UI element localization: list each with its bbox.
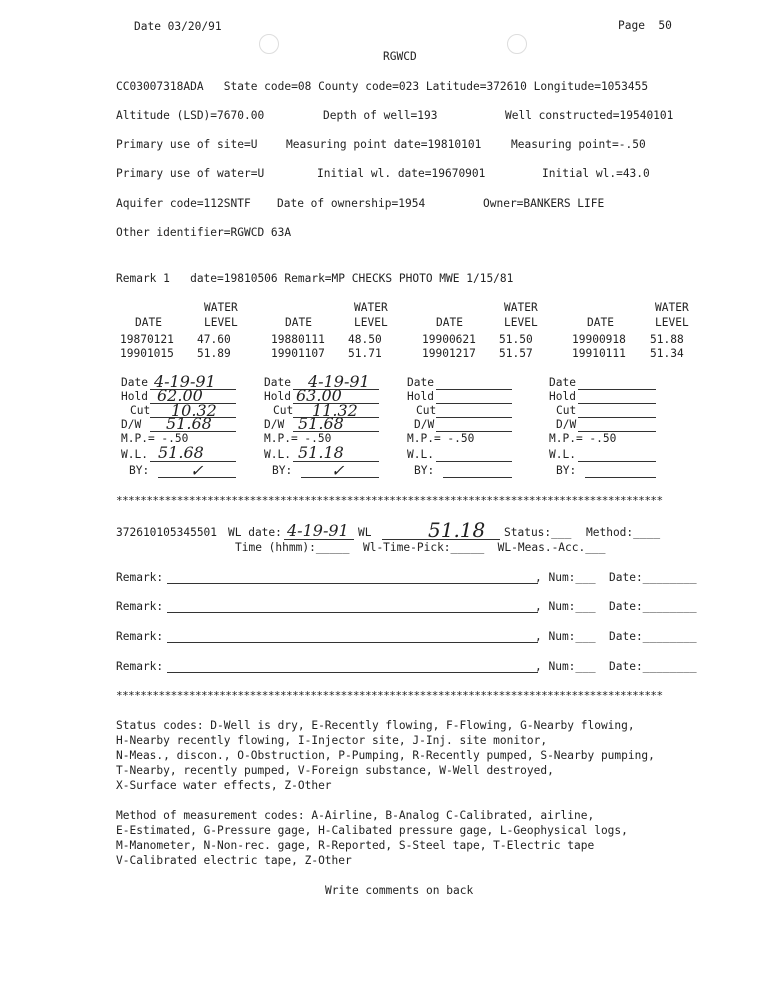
punch-hole-right	[507, 34, 527, 54]
table-cell: 19870121	[120, 333, 174, 346]
col-header-water: WATER	[504, 301, 538, 314]
page-number: Page 50	[618, 19, 672, 32]
status-codes-line: X-Surface water effects, Z-Other	[116, 779, 332, 792]
entry-dw-value[interactable]: 51.68	[298, 414, 344, 433]
col-header-date: DATE	[135, 316, 162, 329]
entry-cut-label: Cut	[273, 404, 294, 417]
table-cell: 51.89	[197, 347, 231, 360]
remark-num[interactable]: , Num:___	[535, 600, 596, 613]
table-cell: 19880111	[271, 333, 325, 346]
entry-wl-label: W.L.	[121, 448, 148, 461]
status-codes-line: H-Nearby recently flowing, I-Injector site, J-Inj. site monitor,	[116, 734, 548, 747]
remark-label: Remark:	[116, 571, 164, 584]
entry-dw-label: D/W	[414, 418, 435, 431]
separator-stars: ******************************************************************************************	[116, 494, 663, 507]
remark-input[interactable]	[167, 612, 538, 613]
entry-mp: M.P.= -.50	[407, 432, 475, 445]
primary-use-site: Primary use of site=U	[116, 138, 258, 151]
remark-num[interactable]: , Num:___	[535, 660, 596, 673]
remark-date[interactable]: Date:________	[609, 600, 697, 613]
method-codes-line: M-Manometer, N-Non-rec. gage, R-Reported, S-Steel tape, T-Electric tape	[116, 839, 595, 852]
col-header-level: LEVEL	[354, 316, 388, 329]
time-pick-acc-line[interactable]: Time (hhmm):_____ Wl-Time-Pick:_____ WL-Meas.-Acc.___	[235, 541, 606, 554]
entry-cut-value[interactable]: 10.32	[171, 401, 217, 420]
entry-hold-label: Hold	[407, 390, 434, 403]
entry-by-label: BY:	[129, 464, 150, 477]
col-header-water: WATER	[204, 301, 238, 314]
table-cell: 19901107	[271, 347, 325, 360]
remark-date[interactable]: Date:________	[609, 571, 697, 584]
entry-wl-label: W.L.	[264, 448, 291, 461]
initial-wl: Initial wl.=43.0	[542, 167, 650, 180]
primary-use-water: Primary use of water=U	[116, 167, 265, 180]
col-header-water: WATER	[354, 301, 388, 314]
entry-cut-label: Cut	[130, 404, 151, 417]
status-codes-line: Status codes: D-Well is dry, E-Recently flowing, F-Flowing, G-Nearby flowing,	[116, 719, 635, 732]
remark-date[interactable]: Date:________	[609, 630, 697, 643]
method-codes-line: V-Calibrated electric tape, Z-Other	[116, 854, 352, 867]
entry-hold-value[interactable]: 63.00	[296, 386, 342, 405]
method-codes-line: Method of measurement codes: A-Airline, B-Analog C-Calibrated, airline,	[116, 809, 595, 822]
owner: Owner=BANKERS LIFE	[483, 197, 605, 210]
measuring-point-date: Measuring point date=19810101	[286, 138, 482, 151]
table-cell: 51.50	[499, 333, 533, 346]
agency-title: RGWCD	[383, 50, 417, 63]
remark-input[interactable]	[167, 583, 538, 584]
entry-hold-label: Hold	[549, 390, 576, 403]
well-constructed: Well constructed=19540101	[505, 109, 674, 122]
wl-site-id: 372610105345501	[116, 526, 218, 539]
footer-note: Write comments on back	[325, 884, 474, 897]
entry-wl-label: W.L.	[407, 448, 434, 461]
col-header-date: DATE	[436, 316, 463, 329]
table-cell: 51.34	[650, 347, 684, 360]
entry-wl-value[interactable]: 51.68	[158, 443, 204, 462]
entry-date-label: Date	[264, 376, 291, 389]
wl-date-label: WL date:	[228, 526, 282, 539]
remark-input[interactable]	[167, 672, 538, 673]
table-cell: 51.71	[348, 347, 382, 360]
table-cell: 19901015	[120, 347, 174, 360]
entry-dw-label: D/W	[556, 418, 577, 431]
entry-hold-label: Hold	[121, 390, 148, 403]
depth-of-well: Depth of well=193	[323, 109, 438, 122]
entry-by-label: BY:	[272, 464, 293, 477]
col-header-level: LEVEL	[204, 316, 238, 329]
aquifer-code: Aquifer code=112SNTF	[116, 197, 251, 210]
status-field[interactable]: Status:___	[504, 526, 572, 539]
entry-cut-value[interactable]: 11.32	[312, 401, 358, 420]
entry-by-label: BY:	[414, 464, 435, 477]
remark-label: Remark:	[116, 600, 164, 613]
remark-date[interactable]: Date:________	[609, 660, 697, 673]
col-header-date: DATE	[587, 316, 614, 329]
measuring-point: Measuring point=-.50	[511, 138, 646, 151]
entry-hold-label: Hold	[264, 390, 291, 403]
entry-dw-label: D/W	[264, 418, 285, 431]
table-cell: 51.57	[499, 347, 533, 360]
remark-num[interactable]: , Num:___	[535, 571, 596, 584]
entry-by-label: BY:	[556, 464, 577, 477]
col-header-level: LEVEL	[504, 316, 538, 329]
table-cell: 19900621	[422, 333, 476, 346]
table-cell: 48.50	[348, 333, 382, 346]
remark-label: Remark:	[116, 630, 164, 643]
entry-cut-label: Cut	[416, 404, 437, 417]
wl-value[interactable]: 51.18	[428, 518, 486, 542]
site-line-codes: CC03007318ADA State code=08 County code=023 Latitude=372610 Longitude=1053455	[116, 80, 649, 93]
entry-wl-label: W.L.	[549, 448, 576, 461]
wl-date-value[interactable]: 4-19-91	[287, 521, 349, 540]
col-header-level: LEVEL	[655, 316, 689, 329]
entry-wl-value[interactable]: 51.18	[298, 443, 344, 462]
entry-by-value[interactable]: ✓	[190, 461, 204, 480]
entry-cut-label: Cut	[556, 404, 577, 417]
method-codes-line: E-Estimated, G-Pressure gage, H-Calibated pressure gage, L-Geophysical logs,	[116, 824, 628, 837]
entry-mp: M.P.= -.50	[264, 432, 332, 445]
report-date: Date 03/20/91	[134, 20, 222, 33]
initial-wl-date: Initial wl. date=19670901	[317, 167, 486, 180]
entry-date-label: Date	[121, 376, 148, 389]
remark-1: Remark 1 date=19810506 Remark=MP CHECKS PHOTO MWE 1/15/81	[116, 272, 514, 285]
status-codes-line: T-Nearby, recently pumped, V-Foreign substance, W-Well destroyed,	[116, 764, 554, 777]
remark-num[interactable]: , Num:___	[535, 630, 596, 643]
entry-by-value[interactable]: ✓	[331, 461, 345, 480]
remark-label: Remark:	[116, 660, 164, 673]
entry-hold-value[interactable]: 62.00	[157, 386, 203, 405]
entry-dw-label: D/W	[121, 418, 142, 431]
col-header-water: WATER	[655, 301, 689, 314]
table-cell: 51.88	[650, 333, 684, 346]
method-field[interactable]: Method:____	[586, 526, 661, 539]
entry-mp: M.P.= -.50	[121, 432, 189, 445]
table-cell: 19910111	[572, 347, 626, 360]
table-cell: 19900918	[572, 333, 626, 346]
entry-dw-value[interactable]: 51.68	[166, 414, 212, 433]
entry-date-value[interactable]: 4-19-91	[154, 372, 216, 391]
other-identifier: Other identifier=RGWCD 63A	[116, 226, 292, 239]
wl-label: WL	[358, 526, 372, 539]
remark-input[interactable]	[167, 642, 538, 643]
punch-hole-left	[259, 34, 279, 54]
table-cell: 19901217	[422, 347, 476, 360]
date-of-ownership: Date of ownership=1954	[277, 197, 426, 210]
entry-date-label: Date	[407, 376, 434, 389]
entry-date-label: Date	[549, 376, 576, 389]
altitude: Altitude (LSD)=7670.00	[116, 109, 265, 122]
col-header-date: DATE	[285, 316, 312, 329]
entry-date-value[interactable]: 4-19-91	[308, 372, 370, 391]
entry-mp: M.P.= -.50	[549, 432, 617, 445]
separator-stars: ******************************************************************************************	[116, 689, 663, 702]
status-codes-line: N-Meas., discon., O-Obstruction, P-Pumping, R-Recently pumped, S-Nearby pumping,	[116, 749, 655, 762]
table-cell: 47.60	[197, 333, 231, 346]
